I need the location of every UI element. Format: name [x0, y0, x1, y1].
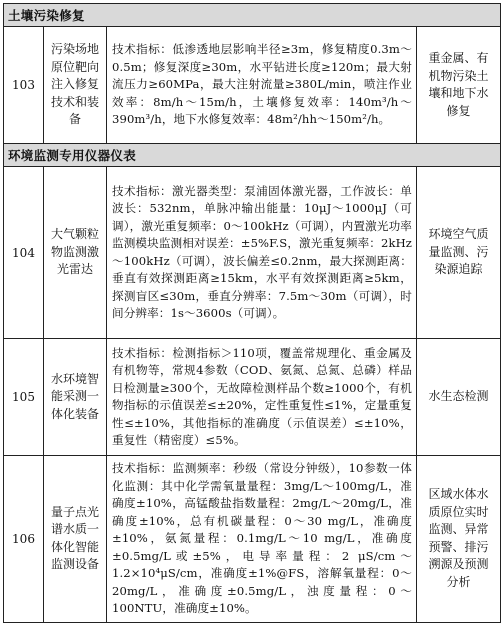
- equipment-table: [3, 3, 501, 623]
- item-application: 水生态检测: [417, 339, 501, 456]
- table-row: [4, 339, 501, 456]
- item-name: 水环境智能采测一体化装备: [44, 339, 107, 456]
- item-spec: 技术指标：检测指标＞110项，覆盖常规理化、重金属及有机物等，常规4参数（COD、氨氮、总氮、总磷）样品日检测量≥300个，无故障检测样品个数≥1000个，有机物指标的示值误差≤±20%，定性重复性≤1%，定量重复性≤±10%，其他指标的准确度（示值误差）≤±10%，重复性（精密度）≤5%。: [107, 339, 417, 456]
- table-row: [4, 456, 501, 623]
- item-number: 105: [4, 339, 44, 456]
- item-application: 重金属、有机物污染土壤和地下水修复: [417, 27, 501, 144]
- section-header-row: [4, 144, 501, 167]
- item-name: 污染场地原位靶向注入修复技术和装备: [44, 27, 107, 144]
- item-spec: 技术指标：低渗透地层影响半径≥3m，修复精度0.3m～0.5m；修复深度≥30m，水平钻进长度≥120m；最大射流压力≥60MPa，最大注射流量≥380L/min，喷注作业效率：8m/h～15m/h，土壤修复效率：140m³/h～390m³/h，地下水修复效率：48m²/hh～150m²/h。: [107, 27, 417, 144]
- section-header-row: [4, 4, 501, 27]
- item-number: 106: [4, 456, 44, 623]
- item-number: 104: [4, 167, 44, 339]
- item-application: 环境空气质量监测、污染源追踪: [417, 167, 501, 339]
- section-title: 环境监测专用仪器仪表: [4, 144, 501, 167]
- item-spec: 技术指标：激光器类型：泵浦固体激光器，工作波长：单波长：532nm，单脉冲输出能量：10μJ～1000μJ（可调），激光重复频率：0～100kHz（可调），内置激光功率监测模块监测相对误差：±5%F.S，激光重复频率：2kHz～100kHz（可调），波长偏差≤0.2nm，最大探测距离：垂直有效探测距离≥15km，水平有效探测距离≥5km，探测盲区≤30m，垂直分辨率：7.5m～30m（可调），时间分辨率：1s～3600s（可调）。: [107, 167, 417, 339]
- item-application: 区域水体水质原位实时监测、异常预警、排污溯源及预测分析: [417, 456, 501, 623]
- item-name: 大气颗粒物监测激光雷达: [44, 167, 107, 339]
- item-name: 量子点光谱水质一体化智能监测设备: [44, 456, 107, 623]
- item-number: 103: [4, 27, 44, 144]
- table-row: [4, 27, 501, 144]
- item-spec: 技术指标：监测频率：秒级（常设分钟级），10参数一体化监测：其中化学需氧量量程：3mg/L～100mg/L，准确度±10%，高锰酸盐指数量程：2mg/L～20mg/L，准确度±10%，总有机碳量程：0～30 mg/L，准确度±10%，氨氮量程：0.1mg/L～10 mg/L，准确度±0.5mg/L或±5%，电导率量程：2 μS/cm～1.2×10⁴μS/cm，准确度±1%@FS，溶解氧量程：0～20mg/L，准确度±0.5mg/L，浊度量程：0～100NTU，准确度±10%。: [107, 456, 417, 623]
- table-row: [4, 167, 501, 339]
- section-title: 土壤污染修复: [4, 4, 501, 27]
